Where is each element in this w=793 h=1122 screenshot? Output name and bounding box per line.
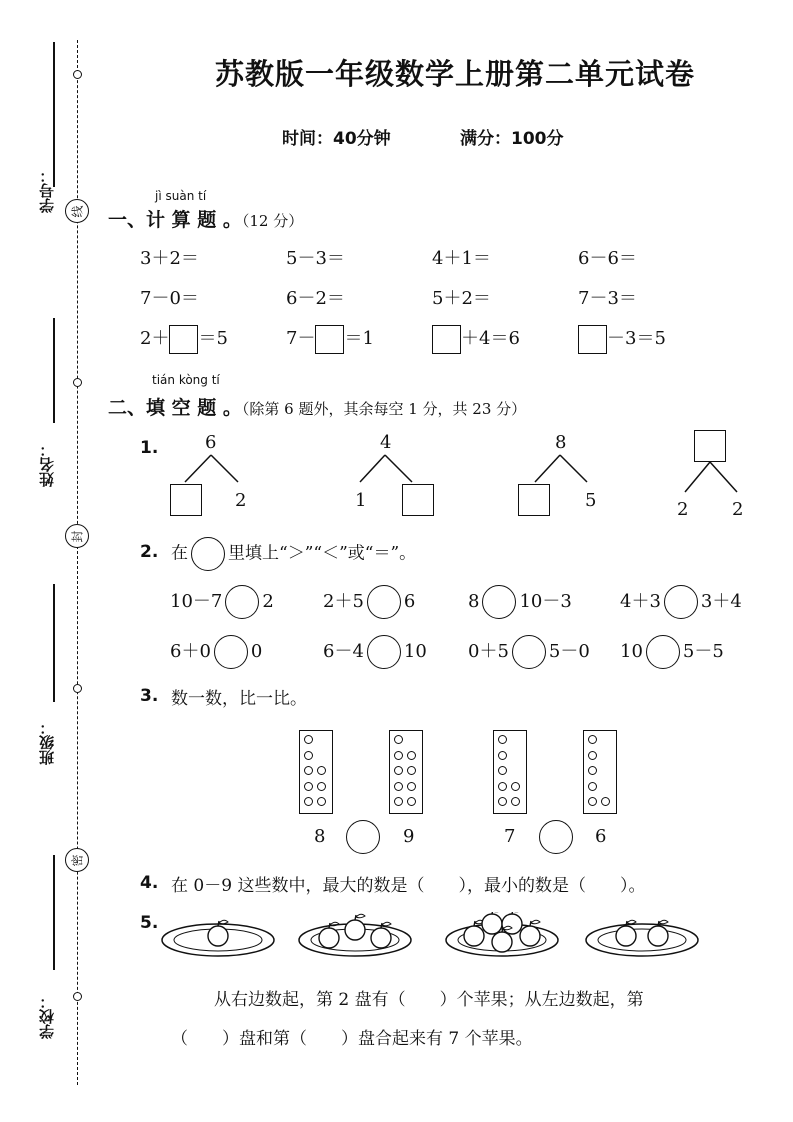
compare-right: 10－3	[519, 591, 572, 612]
calc-item: 5－3＝	[286, 248, 345, 269]
compare-right: 10	[403, 641, 427, 662]
number-tree-lines	[0, 0, 793, 540]
frame-dot	[511, 797, 520, 806]
apple-plates	[160, 912, 720, 972]
frame-dot	[304, 782, 313, 791]
frame-dot	[498, 766, 507, 775]
q5-line1: 从右边数起，第 2 盘有（ ）个苹果；从左边数起，第	[214, 990, 644, 1010]
compare-left: 6－4	[323, 641, 364, 662]
frame-dot	[317, 797, 326, 806]
compare-item	[620, 585, 742, 619]
compare-number: 8	[314, 826, 326, 847]
frame-dot	[588, 735, 597, 744]
seal-seal-mark: 封	[65, 524, 89, 548]
frame-dot	[394, 782, 403, 791]
seal-dense-mark: 密	[65, 848, 89, 872]
question-number: 4.	[140, 873, 159, 893]
q2-text-post: 里填上“＞”“＜”或“＝”。	[228, 543, 417, 564]
frame-dot	[407, 751, 416, 760]
frame-dot	[407, 797, 416, 806]
calc-item: 4＋1＝	[432, 248, 491, 269]
tree-top: 8	[555, 432, 567, 453]
tree-top: 4	[380, 432, 392, 453]
equation-prefix: 2＋	[140, 328, 170, 349]
plate	[162, 920, 274, 956]
calc-item: 7－0＝	[140, 288, 199, 309]
tree-answer-box[interactable]	[402, 484, 434, 516]
school-label: 学校：	[38, 994, 56, 1039]
section2-points: （除第 6 题外，其余每空 1 分，共 23 分）	[241, 400, 527, 418]
calc-item: 3＋2＝	[140, 248, 199, 269]
apple-icon	[502, 912, 522, 934]
section1-points: （12 分）	[241, 212, 304, 230]
frame-dot	[498, 782, 507, 791]
frame-dot	[588, 782, 597, 791]
compare-circle[interactable]	[482, 585, 516, 619]
page-title: 苏教版一年级数学上册第二单元试卷	[215, 57, 696, 91]
compare-number: 7	[504, 826, 516, 847]
equation-suffix: ＝1	[344, 328, 374, 349]
compare-circle[interactable]	[225, 585, 259, 619]
calc-item: 5＋2＝	[432, 288, 491, 309]
frame-dot	[601, 797, 610, 806]
equation-suffix: －3＝5	[607, 328, 666, 349]
section1-title: 一、计 算 题 。	[108, 209, 242, 231]
frame-dot	[588, 766, 597, 775]
frame-dot	[304, 797, 313, 806]
equation-prefix: 7－	[286, 328, 316, 349]
school-underline	[53, 855, 55, 970]
frame-dot	[304, 766, 313, 775]
question-number: 2.	[140, 542, 159, 562]
plate	[586, 920, 698, 956]
compare-item	[323, 585, 415, 619]
frame-dot	[407, 782, 416, 791]
compare-right: 6	[403, 591, 416, 612]
equation-suffix: ＋4＝6	[461, 328, 520, 349]
binding-ring	[73, 992, 82, 1001]
tree-right: 2	[732, 499, 744, 520]
compare-left: 10	[620, 641, 643, 662]
compare-circle[interactable]	[646, 635, 680, 669]
compare-right: 0	[250, 641, 263, 662]
calc-item: 6－2＝	[286, 288, 345, 309]
tree-right: 2	[235, 490, 247, 511]
section2-title: 二、填 空 题 。	[108, 397, 242, 419]
seal-line-mark: 线	[65, 199, 89, 223]
compare-item	[170, 585, 274, 619]
frame-dot	[588, 797, 597, 806]
frame-dot	[304, 751, 313, 760]
question-number: 5.	[140, 913, 159, 933]
compare-left: 2＋5	[323, 591, 364, 612]
class-label: 班级：	[38, 720, 56, 765]
q2-instruction	[171, 537, 416, 571]
apple-icon	[520, 920, 540, 946]
student-no-label: 学号：	[38, 168, 56, 213]
compare-circle[interactable]	[512, 635, 546, 669]
plate	[446, 912, 558, 956]
frame-dot	[407, 766, 416, 775]
binding-ring	[73, 684, 82, 693]
compare-number: 9	[403, 826, 415, 847]
question-number: 1.	[140, 438, 159, 458]
compare-item	[468, 635, 590, 669]
question-number: 3.	[140, 686, 159, 706]
frame-dot	[304, 735, 313, 744]
frame-dot	[317, 766, 326, 775]
compare-right: 5－5	[682, 641, 724, 662]
class-underline	[53, 584, 55, 702]
frame-dot	[394, 766, 403, 775]
apple-icon	[464, 920, 484, 946]
sample-circle	[191, 537, 225, 571]
compare-right: 5－0	[548, 641, 590, 662]
frame-dot	[498, 735, 507, 744]
compare-item	[620, 635, 724, 669]
frame-dot	[394, 797, 403, 806]
time-limit: 时间：40分钟	[282, 129, 391, 149]
q5-line2: （ ）盘和第（ ）盘合起来有 7 个苹果。	[171, 1029, 533, 1049]
compare-circle[interactable]	[539, 820, 573, 854]
compare-left: 4＋3	[620, 591, 661, 612]
compare-item	[323, 635, 427, 669]
compare-circle[interactable]	[664, 585, 698, 619]
section2-pinyin: tián kòng tí	[152, 373, 220, 387]
tree-top: 6	[205, 432, 217, 453]
section1-pinyin: jì suàn tí	[155, 189, 207, 203]
plate	[299, 914, 411, 956]
compare-right: 2	[262, 591, 274, 612]
tree-left: 1	[355, 490, 367, 511]
compare-left: 10－7	[170, 591, 223, 612]
frame-dot	[511, 782, 520, 791]
calc-item: 6－6＝	[578, 248, 637, 269]
compare-circle[interactable]	[367, 635, 401, 669]
compare-item	[468, 585, 572, 619]
tree-right: 5	[585, 490, 597, 511]
compare-left: 8	[468, 591, 480, 612]
apple-icon	[482, 912, 502, 934]
name-label: 姓名：	[38, 442, 56, 487]
compare-right: 3＋4	[700, 591, 742, 612]
q2-text-pre: 在	[171, 543, 188, 564]
apple-icon	[345, 914, 365, 940]
frame-dot	[588, 751, 597, 760]
compare-circle[interactable]	[214, 635, 248, 669]
calc-item: 7－3＝	[578, 288, 637, 309]
q3-instruction: 数一数，比一比。	[171, 689, 307, 709]
frame-dot	[498, 797, 507, 806]
tree-left: 2	[677, 499, 689, 520]
frame-dot	[394, 735, 403, 744]
frame-dot	[317, 782, 326, 791]
equation-suffix: ＝5	[198, 328, 228, 349]
full-score: 满分：100分	[460, 129, 564, 149]
tree-answer-box[interactable]	[170, 484, 202, 516]
compare-left: 0＋5	[468, 641, 509, 662]
compare-circle[interactable]	[346, 820, 380, 854]
compare-number: 6	[595, 826, 607, 847]
compare-item	[170, 635, 262, 669]
q4-text: 在 0－9 这些数中，最大的数是（ ），最小的数是（ ）。	[171, 876, 646, 896]
compare-left: 6＋0	[170, 641, 211, 662]
tree-answer-box[interactable]	[518, 484, 550, 516]
tree-answer-box[interactable]	[694, 430, 726, 462]
compare-circle[interactable]	[367, 585, 401, 619]
frame-dot	[394, 751, 403, 760]
frame-dot	[498, 751, 507, 760]
